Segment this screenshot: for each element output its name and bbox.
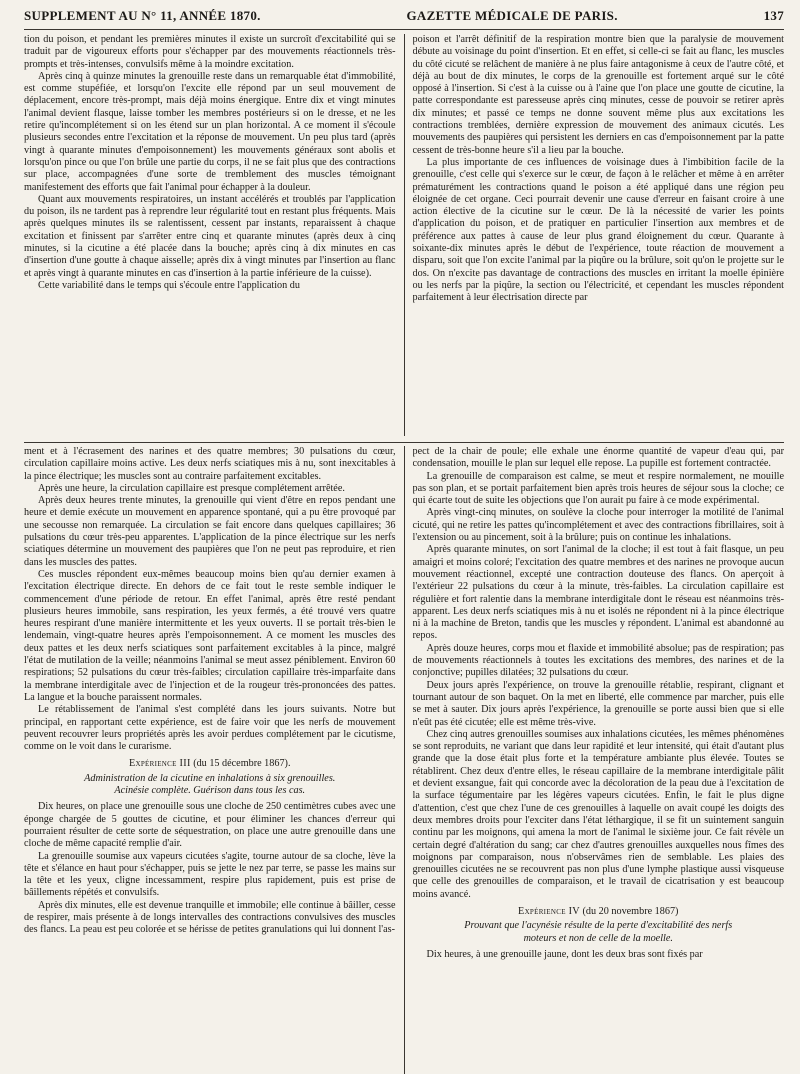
paragraph: Après une heure, la circulation capillaire est presque complétement arrêtée. xyxy=(38,482,345,494)
experiment-4-subtitle-line-1: Prouvant que l'acynésie résulte de la perte d'excitabilité des nerfs xyxy=(464,920,733,932)
top-block xyxy=(24,34,784,436)
paragraph: ment et à l'écrasement des narines et des quatre membres; 30 pulsations du cœur, circulation capillaire moins active. Les deux nerfs sciatiques mis à nu, sont inexcitables à la pince électrique; les muscles sont au contraire parfaitement excitables. xyxy=(24,446,396,482)
experiment-4-subtitle xyxy=(413,920,785,945)
bottom-right-column xyxy=(413,446,785,1074)
top-right-column xyxy=(413,34,785,436)
paragraph: Ces muscles répondent eux-mêmes beaucoup moins bien qu'au dernier examen à l'excitation électrique directe. En dehors de ce fait tout le reste semble indiquer le commencement d'une période de retour. En effet l'animal, après être resté pendant plusieurs heures immobile, sans respiration, les yeux fermés, a été trouvé vers quatre heures respirant d'une manière intermittente et les yeux ouverts. Il se portait très-bien le lendemain, vingt-quatre heures après l'empoisonnement. A ce moment les muscles des deux pattes et les deux nerfs sciatiques sont parfaitement excitables à la pince, malgré l'état de mutilation de la veille; néanmoins l'animal se meut assez péniblement. Environ 60 respirations; 52 pulsations du cœur très-faibles; circulation capillaire très-imparfaite dans la membrane interdigitale avec de l'injection et de la rougeur très-prononcées des pattes. La langue et la bouche paraissent normales. xyxy=(24,568,396,703)
paragraph: poison et l'arrêt définitif de la respiration montre bien que la paralysie de mouvement débute au voisinage du point d'insertion. Et en effet, si celle-ci se fait au flanc, les muscles du côté cicuté se relâchent de manière à ne plus faire antagonisme à ceux de l'autre côté, et déjà au bout de dix minutes, le corps de la grenouille est fortement arqué sur le côté opposé à l'insertion. Si c'est à la cuisse ou à l'aine que l'on place une goutte de cicutine, la patte correspondante est paresseuse après cinq minutes, cesse de pouvoir se retirer après dix minutes; et passé ce temps ne donne souvent même plus aux excitations les contractions tremblées, dernière expression de mouvement des animaux cicutés. Les mouvements des paupières qui persistent les derniers en cas d'empoisonnement par la patte cessent de très-bonne heure s'il a lieu par la bouche. xyxy=(412,34,784,156)
paragraph: La plus importante de ces influences de voisinage dues à l'imbibition facile de la grenouille, c'est celle qui s'exerce sur le cœur, de façon à le relâcher et même à en arrêter prématurément les contractions quand le poison a été appliqué dans une région peu éloignée de cet organe. Ceci pourrait devenir une cause d'erreur en faisant croire à une action élective de la cicutine sur le cœur. De là la nécessité de varier les points d'application du poison, et de pratiquer en particulier l'insertion aux membres et de préférence aux pattes à cause de leur plus grand éloignement du cœur. Quarante à soixante-dix minutes après le début de l'expérience, toute réaction de mouvement a disparu, soit que l'on excite l'animal par la piqûre ou la brûlure, soit qu'on le projette sur le dos. On n'excite pas davantage de contractions des muscles en irritant la moelle épinière ou les nerfs par la piqûre, la section ou l'électricité, et cependant les muscles répondent parfaitement à leur électrisation directe par xyxy=(412,156,784,304)
paragraph: pect de la chair de poule; elle exhale une énorme quantité de vapeur d'eau qui, par condensation, mouille le plan sur lequel elle repose. La pupille est fortement contractée. xyxy=(412,446,784,470)
column-divider xyxy=(404,446,405,1074)
paragraph: Après vingt-cinq minutes, on soulève la cloche pour interroger la motilité de l'animal cicuté, qui ne retire les pattes qu'incomplétement et avec des contractions fibrillaires, soit à l'extension ou au pincement, soit à la brûlure; puis on continue les inhalations. xyxy=(412,507,784,544)
paragraph: Le rétablissement de l'animal s'est complété dans les jours suivants. Notre but principal, en rapportant cette expérience, est de faire voir que les nerfs de mouvement peuvent recouvrer leurs propriétés après les avoir perdues complétement par le cicutisme, comme on le voit dans le curarisme. xyxy=(24,704,396,753)
experiment-4-subtitle-line-2: moteurs et non de celle de la moelle. xyxy=(523,932,673,944)
paragraph: Après dix minutes, elle est devenue tranquille et immobile; elle continue à bâiller, cesse de respirer, mais présente à de longs intervalles des contractions convulsives des muscles des flancs. La peau est peu colorée et se hérisse de petites granulations qui lui donnent l'as- xyxy=(24,899,396,936)
experiment-3-subtitle-line-1: Administration de la cicutine en inhalations à six grenouilles. xyxy=(84,772,336,784)
experiment-3-heading xyxy=(24,758,396,770)
paragraph: Dix heures, à une grenouille jaune, dont les deux bras sont fixés par xyxy=(426,948,703,960)
experiment-4-date: (du 20 novembre 1867) xyxy=(582,905,679,917)
section-divider xyxy=(24,442,784,443)
paragraph: Cette variabilité dans le temps qui s'écoule entre l'application du xyxy=(38,279,300,291)
top-left-column xyxy=(24,34,396,436)
bottom-left-column xyxy=(24,446,396,1074)
experiment-3-label: Expérience III xyxy=(128,758,191,770)
paragraph: Deux jours après l'expérience, on trouve la grenouille rétablie, respirant, clignant et tournant autour de son baquet. On la met en liberté, elle commence par marcher, puis elle se met à sauter. Dix jours après l'expérience, la grenouille se porte aussi bien que si elle n'eût pas été cicutée; elle est même très-vive. xyxy=(412,679,784,728)
experiment-3-subtitle-line-2: Acinésie complète. Guérison dans tous les cas. xyxy=(114,785,306,797)
paragraph: tion du poison, et pendant les premières minutes il existe un surcroît d'excitabilité qui se traduit par de vigoureux efforts pour s'échapper par des mouvements réactionnels très-prompts et très-intenses, convulsifs même à la moindre excitation. xyxy=(24,34,396,70)
experiment-3-date: (du 15 décembre 1867). xyxy=(193,758,291,770)
experiment-4-label: Expérience IV xyxy=(518,905,580,917)
paragraph: La grenouille soumise aux vapeurs cicutées s'agite, tourne autour de sa cloche, lève la tête et s'élance en haut pour s'échapper, puis se jette le nez par terre, se passe les mains sur la tête et les yeux, cligne incessamment, respire plus rapidement, puis est prise de bâillements répétés et convulsifs. xyxy=(24,850,396,899)
running-head xyxy=(24,10,784,30)
bottom-block xyxy=(24,446,784,1074)
paragraph: Dix heures, on place une grenouille sous une cloche de 250 centimètres cubes avec une éponge chargée de 5 gouttes de cicutine, et pour éliminer les chances d'erreur qui pourraient résulter de cette sorte de séquestration, on place une autre grenouille dans une cloche de même capacité remplie d'air. xyxy=(24,801,396,850)
paragraph: Après deux heures trente minutes, la grenouille qui vient d'être en repos pendant une heure et demie exécute un mouvement en apparence spontané, qui a pu être provoqué par une secousse non remarquée. La circulation se fait encore dans quelques capillaires; 36 pulsations du cœur très-peu apparentes. L'application de la pince électrique sur les nerfs sciatiques détermine un mouvement des paupières que l'on ne peut pas reproduire, et rien dans les muscles des pattes. xyxy=(24,495,396,568)
column-divider xyxy=(404,34,405,436)
paragraph: Après quarante minutes, on sort l'animal de la cloche; il est tout à fait flasque, un peu amaigri et moins coloré; l'excitation des quatre membres et des narines ne provoque aucun mouvement réactionnel, excepté une contraction douteuse des flancs. On aperçoit à l'extérieur 22 pulsations du cœur à la minute, très-faibles. La circulation capillaire est régulière et fort ralentie dans la membrane interdigitale dont le réseau est néanmoins très-apparent. Les deux nerfs sciatiques mis à nu et isolés ne répondent ni à la pince électrique ni à la machine de Breton, tandis que les muscles y répondent. L'animal est abandonné au repos. xyxy=(412,544,784,642)
paragraph: La grenouille de comparaison est calme, se meut et respire normalement, ne mouille pas son plan, et se portait parfaitement bien après trois heures de séjour sous la cloche; ce qui écarte tout de suite les objections que l'on aurait pu faire à ce mode expérimental. xyxy=(412,470,784,507)
experiment-4-heading xyxy=(413,906,785,918)
journal-title: GAZETTE MÉDICALE DE PARIS. xyxy=(406,8,618,23)
paragraph: Après douze heures, corps mou et flaxide et immobilité absolue; pas de respiration; pas de mouvements réactionnels à toutes les excitations des membres, des narines et de la conjonctive; pupilles dilatées; 32 pulsations du cœur. xyxy=(412,642,784,679)
paragraph: Quant aux mouvements respiratoires, un instant accélérés et troublés par l'application du poison, ils ne tardent pas à reprendre leur régularité tout en restant plus fréquents. Mais après quelques minutes ils se ralentissent, cessent par instants, reparaissent à chaque excitation et finissent par s'arrêter entre cinq et quarante minutes (après deux à cinq minutes, si la cicutine a été placée dans la bouche; après cinq à dix minutes en cas d'insertion d'une goutte à chaque aisselle; après dix à vingt minutes par l'insertion au flanc et après vingt à quarante minutes en cas d'insertion à la partie inférieure de la cuisse). xyxy=(24,193,396,279)
paragraph: Après cinq à quinze minutes la grenouille reste dans un remarquable état d'immobilité, est comme stupéfiée, et lorsqu'on l'excite elle répond par un seul mouvement de déplacement, encore très-prompt, mais déjà moins énergique. Entre dix et vingt minutes l'animal devient flasque, laisse tomber les membres postérieurs si on le dresse, et ne les retire qu'incomplétement si on les étend sur un plan horizontal. A ce moment il s'écoule plusieurs secondes entre l'excitation et la réponse de mouvement. Un peu plus tard (après vingt à quarante minutes d'empoisonnement) les mouvements généraux sont abolis et lorsqu'on pince ou que l'on brûle une partie du corps, il ne se fait plus que des contractions sur place, accompagnées d'une sorte de tremblement des muscles témoignant manifestement des efforts que fait l'animal pour échapper à la douleur. xyxy=(24,70,396,193)
paragraph: Chez cinq autres grenouilles soumises aux inhalations cicutées, les mêmes phénomènes se sont reproduits, ne variant que dans leur rapidité et leur intensité, qui était d'autant plus grande que la dose était plus forte et la température ambiante plus élevée. Toutes se rétablirent. Chez deux d'entre elles, le réseau capillaire de la membrane interdigitale pâlit et devient exsangue, fait qui concorde avec la décoloration de la peau due à l'excitation de la surface tégumentaire par les légères vapeurs cicutées. Enfin, le fait le plus digne d'attention, c'est que chez l'une de ces grenouilles à laquelle on avait coupé les doigts des deux membres droits pour l'exciter dans l'état léthargique, il se fit un suintement sanguin continu par les moignons, qui amena la mort de l'animal le sixième jour. Ce fait révèle un certain degré d'altération du sang; car chez d'autres grenouilles auxquelles nous fîmes des moignons par comparaison, nous n'observâmes rien de semblable. Les plaies des grenouilles cicutées ne se recouvrent pas non plus d'une lymphe plastique aussi visqueuse que celle des grenouilles de comparaison, et le travail de cicatrisation y est beaucoup moins avancé. xyxy=(412,728,784,900)
experiment-3-subtitle xyxy=(24,773,396,798)
page-number: 137 xyxy=(763,8,784,23)
supplement-label: SUPPLEMENT AU N° 11, ANNÉE 1870. xyxy=(24,8,261,23)
